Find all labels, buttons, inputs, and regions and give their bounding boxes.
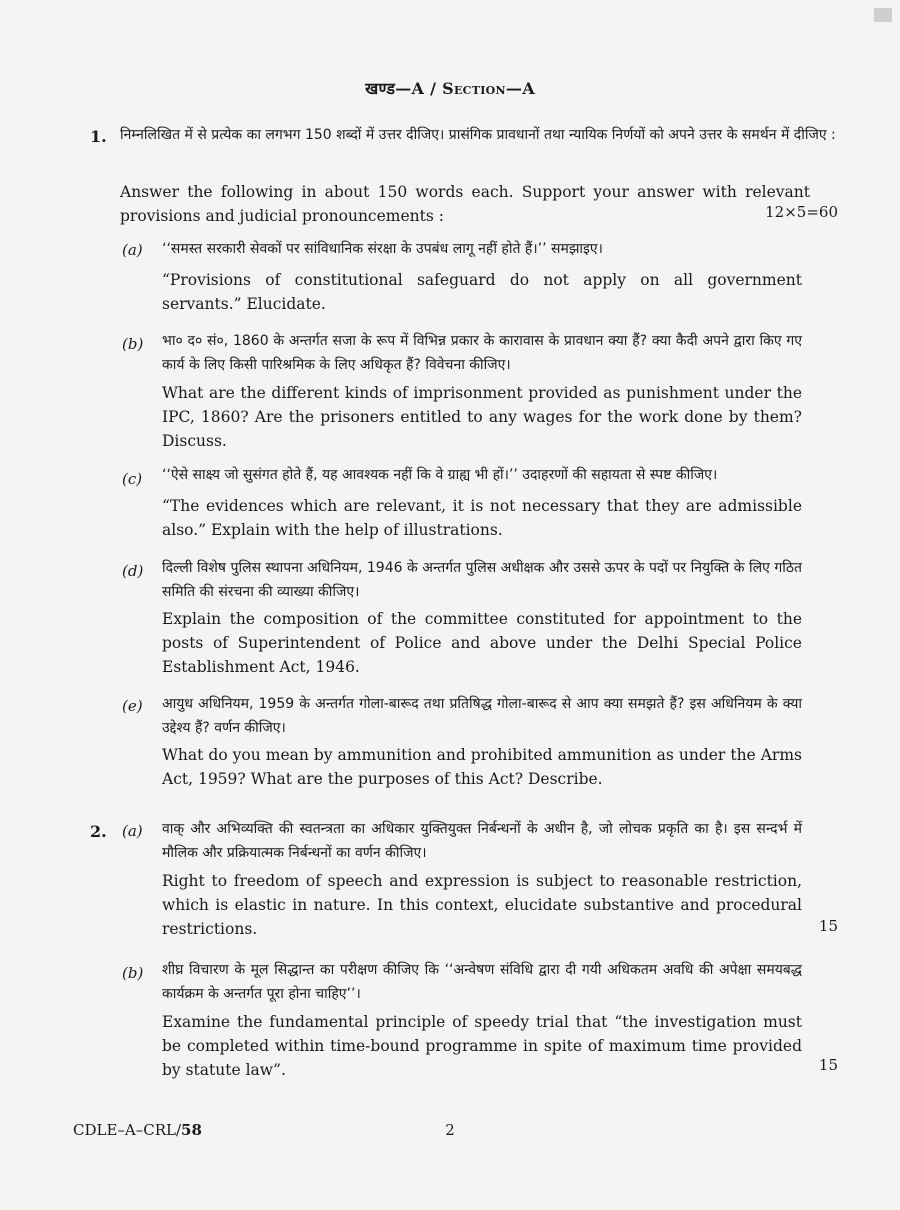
q1-part-a-hindi: ‘‘समस्त सरकारी सेवकों पर सांविधानिक संरक्षा के उपबंध लागू नहीं होते हैं।’’ समझाइए। xyxy=(162,241,603,257)
q1-part-c-hindi: ‘‘ऐसे साक्ष्य जो सुसंगत होते हैं, यह आवश्यक नहीं कि वे ग्राह्य भी हों।’’ उदाहरणों की सहायता से स्पष्ट कीजिए। xyxy=(162,467,718,483)
q2-part-a-label: (a) xyxy=(122,822,143,840)
paper-code-prefix: CDLE–A–CRL/ xyxy=(73,1121,182,1139)
paper-code-number: 58 xyxy=(181,1121,202,1139)
question-1-hindi: निम्नलिखित में से प्रत्येक का लगभग 150 शब्दों में उत्तर दीजिए। प्रासंगिक प्रावधानों तथा न्यायिक निर्णयों को अपने उत्तर के समर्थन में दीजिए : xyxy=(120,127,836,143)
q1-part-e-english: What do you mean by ammunition and prohibited ammunition as under the Arms Act, 1959? What are the purposes of this Act? Describe. xyxy=(162,746,802,788)
q2-part-b-marks: 15 xyxy=(818,1056,838,1074)
q1-part-b-english: What are the different kinds of imprisonment provided as punishment under the IPC, 1860? Are the prisoners entitled to any wages for the work done by them? Discuss. xyxy=(162,384,802,450)
q1-part-d-english: Explain the composition of the committee constituted for appointment to the posts of Superintendent of Police and above under the Delhi Special Police Establishment Act, 1946. xyxy=(162,610,802,676)
q1-part-e-label: (e) xyxy=(122,697,143,715)
q2-part-a-hindi: वाक् और अभिव्यक्ति की स्वतन्त्रता का अधिकार युक्तियुक्त निर्बन्धनों के अधीन है, जो लोचक प्रकृति का है। इस सन्दर्भ में मौलिक और प्रक्रियात्मक निर्बन्धनों का वर्णन कीजिए। xyxy=(162,821,802,861)
q1-part-a-label: (a) xyxy=(122,241,143,259)
q2-part-a-english: Right to freedom of speech and expression is subject to reasonable restriction, which is elastic in nature. In this context, elucidate substantive and procedural restrictions. xyxy=(162,872,802,938)
question-1-english: Answer the following in about 150 words each. Support your answer with relevant provisions and judicial pronouncements : xyxy=(120,183,810,225)
q1-part-b-hindi: भा० द० सं०, 1860 के अन्तर्गत सजा के रूप में विभिन्न प्रकार के कारावास के प्रावधान क्या हैं? क्या कैदी अपने द्वारा किए गए कार्य के लिए किसी पारिश्रमिक के लिए अधिकृत हैं? विवेचना कीजिए। xyxy=(162,333,802,373)
q1-part-a-english: “Provisions of constitutional safeguard do not apply on all government servants.” Elucidate. xyxy=(162,271,802,313)
q1-part-c-label: (c) xyxy=(122,470,143,488)
section-heading xyxy=(0,77,900,99)
page-number: 2 xyxy=(445,1121,455,1139)
q1-part-d-label: (d) xyxy=(122,562,144,580)
q1-part-b-label: (b) xyxy=(122,335,144,353)
question-1-number: 1. xyxy=(90,127,107,146)
q1-part-c-english: “The evidences which are relevant, it is not necessary that they are admissible also.” Explain with the help of illustrations. xyxy=(162,497,802,539)
q2-part-b-english: Examine the fundamental principle of speedy trial that “the investigation must be completed within time-bound programme in spite of maximum time provided by statute law”. xyxy=(162,1013,802,1079)
question-1-marks: 12×5=60 xyxy=(765,203,838,221)
section-heading-separator: / xyxy=(424,79,443,98)
q2-part-a-marks: 15 xyxy=(818,917,838,935)
q2-part-b-label: (b) xyxy=(122,964,144,982)
q1-part-d-hindi: दिल्ली विशेष पुलिस स्थापना अधिनियम, 1946 के अन्तर्गत पुलिस अधीक्षक और उससे ऊपर के पदों पर नियुक्ति के लिए गठित समिति की संरचना की व्याख्या कीजिए। xyxy=(162,560,802,600)
question-2-number: 2. xyxy=(90,822,107,841)
scan-corner-mark xyxy=(874,8,892,22)
q2-part-b-hindi: शीघ्र विचारण के मूल सिद्धान्त का परीक्षण कीजिए कि ‘‘अन्वेषण संविधि द्वारा दी गयी अधिकतम अवधि की अपेक्षा समयबद्ध कार्यक्रम के अन्तर्गत पूरा होना चाहिए’’। xyxy=(162,962,802,1002)
section-heading-english: Section—A xyxy=(442,79,535,98)
section-heading-hindi: खण्ड—A xyxy=(365,79,425,98)
q1-part-e-hindi: आयुध अधिनियम, 1959 के अन्तर्गत गोला-बारूद तथा प्रतिषिद्ध गोला-बारूद से आप क्या समझते हैं? इस अधिनियम के क्या उद्देश्य हैं? वर्णन कीजिए। xyxy=(162,696,802,736)
